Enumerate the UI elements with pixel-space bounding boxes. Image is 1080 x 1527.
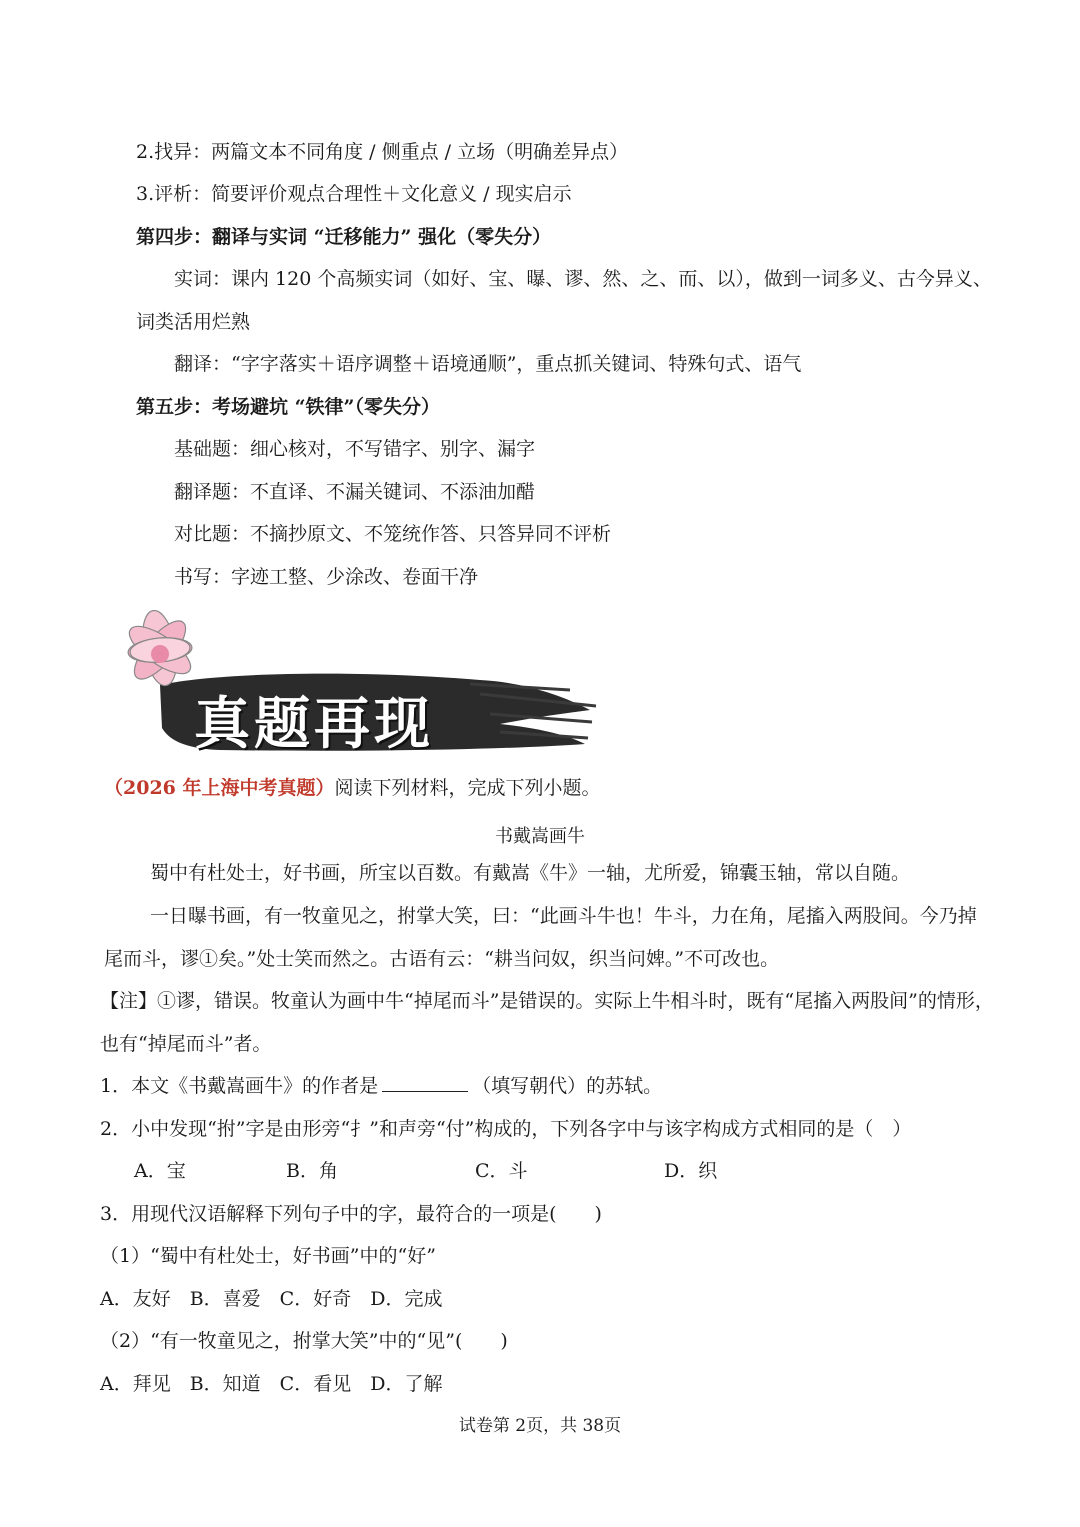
question-intro-line xyxy=(104,775,601,801)
step5-compare: 对比题：不摘抄原文、不笼统作答、只答异同不评析 xyxy=(174,523,612,545)
question-1-text: 1．本文《书戴嵩画牛》的作者是 xyxy=(100,1075,379,1097)
question-1-suffix: （填写朝代）的苏轼。 xyxy=(472,1075,663,1097)
question-3-2: （2）“有一牧童见之，拊掌大笑”中的“见”( ) xyxy=(100,1330,508,1352)
passage-title: 书戴嵩画牛 xyxy=(495,826,585,847)
step4-heading: 第四步：翻译与实词 “迁移能力” 强化（零失分） xyxy=(136,226,552,248)
exam-source: （2026 年上海中考真题） xyxy=(104,777,335,799)
passage-paragraph-2b: 尾而斗，谬①矣。”处士笑而然之。古语有云：“耕当问奴，织当问婢。”不可改也。 xyxy=(104,948,780,970)
step5-basic: 基础题：细心核对，不写错字、别字、漏字 xyxy=(174,438,536,460)
question-1 xyxy=(100,1073,662,1099)
step4-words-line2: 词类活用烂熟 xyxy=(136,311,251,333)
step-evaluate: 3.评析：简要评价观点合理性＋文化意义 / 现实启示 xyxy=(136,183,572,205)
passage-paragraph-2a: 一日曝书画，有一牧童见之，拊掌大笑，曰：“此画斗牛也！牛斗，力在角，尾搐入两股间。今乃掉 xyxy=(150,905,977,927)
question-3-1: （1）“蜀中有杜处士，好书画”中的“好” xyxy=(100,1245,436,1267)
q2-option-a[interactable]: A．宝 xyxy=(134,1160,186,1182)
section-banner xyxy=(100,610,600,760)
q2-option-d[interactable]: D．织 xyxy=(664,1160,718,1182)
q3-2-options[interactable]: A．拜见 B．知道 C．看见 D．了解 xyxy=(100,1373,443,1395)
q3-1-options[interactable]: A．友好 B．喜爱 C．好奇 D．完成 xyxy=(100,1288,443,1310)
passage-paragraph-1: 蜀中有杜处士，好书画，所宝以百数。有戴嵩《牛》一轴，尤所爱，锦囊玉轴，常以自随。 xyxy=(150,862,911,884)
banner-title: 真题再现 xyxy=(194,692,434,757)
step5-writing: 书写：字迹工整、少涂改、卷面干净 xyxy=(174,566,479,588)
q2-option-c[interactable]: C．斗 xyxy=(475,1160,528,1182)
answer-blank[interactable] xyxy=(382,1073,468,1092)
note-line-2: 也有“掉尾而斗”者。 xyxy=(100,1033,272,1055)
note-line-1: 【注】①谬，错误。牧童认为画中牛“掉尾而斗”是错误的。实际上牛相斗时，既有“尾搐入两股间”的情形， xyxy=(100,990,994,1012)
step5-heading: 第五步：考场避坑 “铁律”（零失分） xyxy=(136,396,440,418)
step-find-differences: 2.找异：两篇文本不同角度 / 侧重点 / 立场（明确差异点） xyxy=(136,141,629,163)
q2-option-b[interactable]: B．角 xyxy=(286,1160,338,1182)
question-intro: 阅读下列材料，完成下列小题。 xyxy=(334,777,601,799)
question-3: 3．用现代汉语解释下列句子中的字，最符合的一项是( ) xyxy=(100,1203,602,1225)
question-2: 2．小中发现“拊”字是由形旁“扌”和声旁“付”构成的，下列各字中与该字构成方式相同的是（ ） xyxy=(100,1118,912,1140)
step4-translation: 翻译：“字字落实＋语序调整＋语境通顺”，重点抓关键词、特殊句式、语气 xyxy=(174,353,802,375)
step4-words-line1: 实词：课内 120 个高频实词（如好、宝、曝、谬、然、之、而、以），做到一词多义、古今异义、 xyxy=(174,268,992,290)
page-footer: 试卷第 2页，共 38页 xyxy=(458,1416,622,1436)
step5-translation: 翻译题：不直译、不漏关键词、不添油加醋 xyxy=(174,481,536,503)
